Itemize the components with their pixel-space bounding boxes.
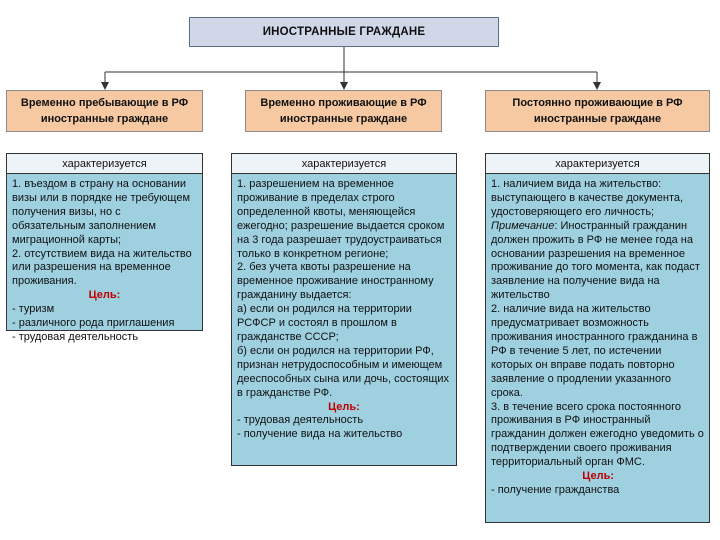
column-body xyxy=(232,174,456,446)
column-temporary-staying xyxy=(6,153,203,343)
category-label: Постоянно проживающие в РФ иностранные граждане xyxy=(512,97,683,125)
column-text: 1. въездом в страну на основании визы или в порядке не требующем получения визы, но с обязательным заполнением миграционной карты; 2. отсутствием вида на жительство или разрешения на временное проживания. xyxy=(12,178,192,288)
note-text: : Иностранный гражданин должен прожить в РФ не менее года на основании разрешения на временное проживание до того момента, как подаст заявление на получение вида на жительство xyxy=(491,219,700,302)
column-header: характеризуется xyxy=(7,154,202,174)
column-header: характеризуется xyxy=(486,154,709,174)
goal-list: - получение гражданства xyxy=(491,483,620,496)
column-header: характеризуется xyxy=(232,154,456,174)
category-temporary-residing xyxy=(245,90,442,132)
column-body xyxy=(7,174,202,349)
column-text-2: 2. наличие вида на жительство предусматривает возможность проживания иностранного гражданина в РФ в течение 5 лет, по истечении которых он вправе подать повторно заявление о продлении указанного срока. 3. в течение всего срока постоянного проживания в РФ иностранный гражданин должен ежегодно уведомить о подтверждении своего проживания территориальный орган ФМС. xyxy=(491,303,704,469)
goal-label: Цель: xyxy=(328,400,360,413)
goal-label: Цель: xyxy=(88,289,121,302)
category-permanent-residing xyxy=(485,90,710,132)
category-label: Временно пребывающие в РФ иностранные граждане xyxy=(20,97,189,125)
column-text: 1. наличием вида на жительство: выступающего в качестве документа, удостоверяющего его личность; xyxy=(491,178,684,218)
column-body xyxy=(486,174,709,502)
title-text: ИНОСТРАННЫЕ ГРАЖДАНЕ xyxy=(262,26,426,38)
goal-list: - туризм - различного рода приглашения - трудовая деятельность xyxy=(12,303,175,343)
title-box xyxy=(189,17,499,47)
goal-list: - трудовая деятельность - получение вида на жительство xyxy=(237,414,403,441)
goal-label: Цель: xyxy=(582,470,614,483)
column-temporary-residing xyxy=(231,153,457,466)
category-label: Временно проживающие в РФ иностранные граждане xyxy=(260,97,427,125)
category-temporary-staying xyxy=(6,90,203,132)
column-text: 1. разрешением на временное проживание в пределах строго определенной квоты, меняющейся ежегодно; разрешение выдается сроком на 3 года разрешает трудоустраиваться только в конкретном регионе; 2. без учета квоты разрешение на временное проживание иностранному гражданину выдается: а) если он родился на территории РСФСР и состоял в прошлом в гражданстве СССР; б) если он родился на территории РФ, признан нетрудоспособным и имеющем дееспособных сына или дочь, состоящих в гражданстве РФ. xyxy=(237,178,450,399)
note-label: Примечание xyxy=(491,219,555,232)
column-permanent-residing xyxy=(485,153,710,523)
